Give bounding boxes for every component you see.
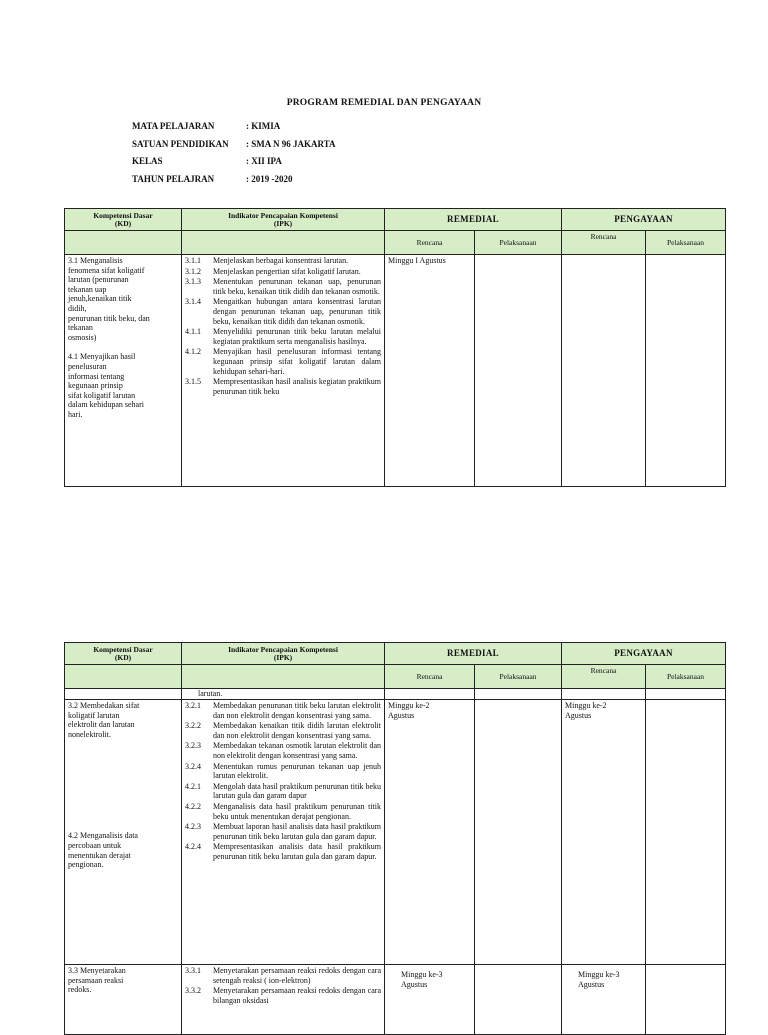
meta-value: : KIMIA: [246, 121, 281, 131]
header-pengayaan: PENGAYAAN: [562, 209, 726, 231]
header-ipk: Indikator Pencapaian Kompetensi (IPK): [182, 643, 385, 665]
header-kd: Kompetensi Dasar (KD): [65, 209, 182, 231]
pengayaan-rencana-cell: Minggu ke-2 Agustus: [562, 700, 646, 965]
subheader-pelaksanaan: Pelaksanaan: [475, 665, 562, 689]
meta-label: MATA PELAJARAN: [132, 121, 215, 131]
indicator-number: 4.2.3: [185, 822, 201, 832]
subheader-empty: [65, 231, 182, 255]
pengayaan-rencana-cell: Minggu ke-3 Agustus: [562, 965, 646, 1035]
indicator-text: Membedakan tekanan osmotik larutan elektrolit dan non elektrolit dengan konsentrasi yang sama.: [213, 741, 381, 760]
meta-label: KELAS: [132, 156, 163, 166]
indicator-text: Menjelaskan berbagai konsentrasi larutan.: [213, 256, 349, 265]
table-row-carryover: [65, 689, 726, 700]
indicator-number: 3.2.2: [185, 721, 201, 731]
indicator-item: [185, 377, 381, 396]
subheader-rencana: Rencana: [385, 665, 475, 689]
indicator-number: 3.2.3: [185, 741, 201, 751]
pengayaan-rencana-cell: [562, 255, 646, 487]
indicator-text: Mengolah data hasil praktikum penurunan titik beku larutan gula dan garam dapur: [213, 781, 381, 801]
indicator-number: 4.1.1: [185, 327, 201, 337]
document-meta: [132, 121, 336, 191]
indicator-item: [185, 327, 381, 346]
program-table-2: [64, 642, 726, 1035]
remedial-rencana-cell: Minggu ke-3 Agustus: [385, 965, 475, 1035]
indicator-number: 3.1.1: [185, 256, 201, 265]
indicator-item: [185, 802, 381, 821]
remedial-rencana-cell: Minggu I Agustus: [385, 255, 475, 487]
indicator-item: [185, 966, 381, 985]
kd-3-1: 3.1 Menganalisis fenomena sifat koligatif larutan (penurunan tekanan uap jenuh,kenaikan titik didih, penurunan titik beku, dan tekanan osmosis): [68, 256, 150, 342]
table-header-row: [65, 643, 726, 665]
indicator-text: Menyetarakan persamaan reaksi redoks dengan cara setengah reaksi ( ion-elektron): [213, 966, 381, 985]
subheader-rencana: Rencana: [385, 231, 475, 255]
meta-label: TAHUN PELAJRAN: [132, 173, 215, 184]
pengayaan-pelaksanaan-cell: [646, 255, 726, 487]
ipk-cell: [182, 255, 385, 487]
kd-3-3: 3.3 Menyetarakan persamaan reaksi redoks.: [65, 965, 182, 1035]
ipk-cell: [182, 700, 385, 965]
table-row: [65, 965, 726, 1035]
header-kd: Kompetensi Dasar (KD): [65, 643, 182, 665]
remedial-pelaksanaan-cell: [475, 700, 562, 965]
indicator-number: 3.1.3: [185, 277, 201, 287]
table-header-row: [65, 209, 726, 231]
indicator-number: 3.3.2: [185, 986, 201, 996]
indicator-number: 3.2.4: [185, 761, 201, 771]
indicator-number: 4.2.2: [185, 801, 201, 811]
remedial-pelaksanaan-cell: [475, 965, 562, 1035]
indicator-item: [185, 267, 381, 277]
pengayaan-pelaksanaan-cell: [646, 700, 726, 965]
ipk-carryover-text: larutan.: [182, 689, 385, 700]
indicator-number: 3.1.5: [185, 377, 201, 387]
indicator-text: Membedakan kenaikan titik didih larutan elektrolit dan non elektrolit dengan konsentrasi yang sama.: [213, 721, 381, 740]
remedial-pelaksanaan-cell: [475, 689, 562, 700]
subheader-empty: [182, 665, 385, 689]
indicator-text: Menyelidiki penurunan titik beku larutan melalui kegiatan praktikum serta menganalisis hasilnya.: [213, 327, 381, 346]
indicator-text: Menyetarakan persamaan reaksi redoks dengan cara bilangan oksidasi: [213, 986, 381, 1005]
subheader-empty: [182, 231, 385, 255]
indicator-item: [185, 721, 381, 740]
indicator-text: Menentukan penurunan tekanan uap, penurunan titik beku, kenaikan titik didih dan tekanan osmotik.: [213, 277, 381, 296]
remedial-pelaksanaan-cell: [475, 255, 562, 487]
pengayaan-pelaksanaan-cell: [646, 689, 726, 700]
header-remedial: REMEDIAL: [385, 209, 562, 231]
indicator-text: Menganalisis data hasil praktikum penurunan titik beku untuk menentukan derajat pengionan.: [213, 801, 381, 821]
indicator-item: [185, 782, 381, 801]
indicator-text: Menentukan rumus penurunan tekanan uap jenuh larutan elektrolit.: [213, 761, 381, 781]
meta-value: : SMA N 96 JAKARTA: [246, 138, 336, 149]
meta-row-school: [132, 139, 336, 157]
kd-3-2: 3.2 Membedakan sifat koligatif larutan elektrolit dan larutan nonelektrolit.: [68, 701, 140, 739]
indicator-item: [185, 701, 381, 720]
indicator-text: Membuat laporan hasil analisis data hasil praktikum penurunan titik beku larutan gula dan garam dapur.: [213, 822, 381, 841]
table-subheader-row: [65, 665, 726, 689]
subheader-empty: [65, 665, 182, 689]
ipk-cell: [182, 965, 385, 1035]
indicator-number: 4.2.1: [185, 781, 201, 791]
indicator-item: [185, 842, 381, 861]
kd-4-1: 4.1 Menyajikan hasil penelusuran informasi tentang kegunaan prinsip sifat koligatif larutan dalam kehidupan sehari hari.: [68, 352, 144, 419]
kd-cell: [65, 689, 182, 700]
indicator-text: Mengaitkan hubungan antara konsentrasi larutan dengan penurunan tekanan uap, penurunan titik beku, kenaikan titik didih dan tekanan osmotik.: [213, 297, 381, 326]
meta-row-year: [132, 174, 336, 192]
kd-cell: [65, 255, 182, 487]
table-row: [65, 700, 726, 965]
remedial-rencana-cell: Minggu ke-2 Agustus: [385, 700, 475, 965]
indicator-item: [185, 762, 381, 781]
indicator-text: Mempresentasikan hasil analisis kegiatan praktikum penurunan titik beku: [213, 377, 381, 396]
indicator-text: Menjelaskan pengertian sifat koligatif larutan.: [213, 266, 361, 276]
subheader-pelaksanaan: Pelaksanaan: [646, 231, 726, 255]
indicator-number: 3.1.4: [185, 297, 201, 307]
pengayaan-rencana-cell: [562, 689, 646, 700]
indicator-text: Mempresentasikan analisis data hasil praktikum penurunan titik beku larutan gula dan garam dapur.: [213, 842, 381, 861]
meta-label: SATUAN PENDIDIKAN: [132, 138, 229, 149]
header-ipk: Indikator Pencapaian Kompetensi (IPK): [182, 209, 385, 231]
indicator-item: [185, 277, 381, 296]
indicator-number: 4.2.4: [185, 842, 201, 852]
indicator-item: [185, 741, 381, 760]
document-title: PROGRAM REMEDIAL DAN PENGAYAAN: [286, 98, 482, 108]
indicator-item: [185, 297, 381, 326]
subheader-rencana: Rencana: [562, 665, 646, 689]
indicator-text: Membedakan penurunan titik beku larutan elektrolit dan non elektrolit dengan konsentrasi yang sama.: [213, 701, 381, 720]
indicator-number: 3.2.1: [185, 701, 201, 710]
remedial-rencana-cell: [385, 689, 475, 700]
kd-4-2: 4.2 Menganalisis data percobaan untuk menentukan derajat pengionan.: [68, 831, 138, 870]
header-remedial: REMEDIAL: [385, 643, 562, 665]
indicator-item: [185, 986, 381, 1005]
indicator-number: 4.1.2: [185, 347, 201, 357]
indicator-item: [185, 347, 381, 376]
kd-cell: [65, 700, 182, 965]
indicator-text: Menyajikan hasil penelusuran informasi tentang kegunaan prinsip sifat koligatif larutan dalam kehidupan sehari-hari.: [213, 347, 381, 376]
subheader-pelaksanaan: Pelaksanaan: [646, 665, 726, 689]
pengayaan-pelaksanaan-cell: [646, 965, 726, 1035]
indicator-number: 3.3.1: [185, 966, 201, 975]
indicator-number: 3.1.2: [185, 266, 201, 276]
table-subheader-row: [65, 231, 726, 255]
header-pengayaan: PENGAYAAN: [562, 643, 726, 665]
program-table-1: [64, 208, 726, 487]
meta-row-subject: [132, 121, 336, 139]
subheader-rencana: Rencana: [562, 231, 646, 255]
table-row: [65, 255, 726, 487]
indicator-item: [185, 256, 381, 266]
meta-value: : XII IPA: [246, 156, 282, 166]
meta-value: : 2019 -2020: [246, 173, 293, 184]
meta-row-class: [132, 156, 336, 174]
indicator-item: [185, 822, 381, 841]
subheader-pelaksanaan: Pelaksanaan: [475, 231, 562, 255]
